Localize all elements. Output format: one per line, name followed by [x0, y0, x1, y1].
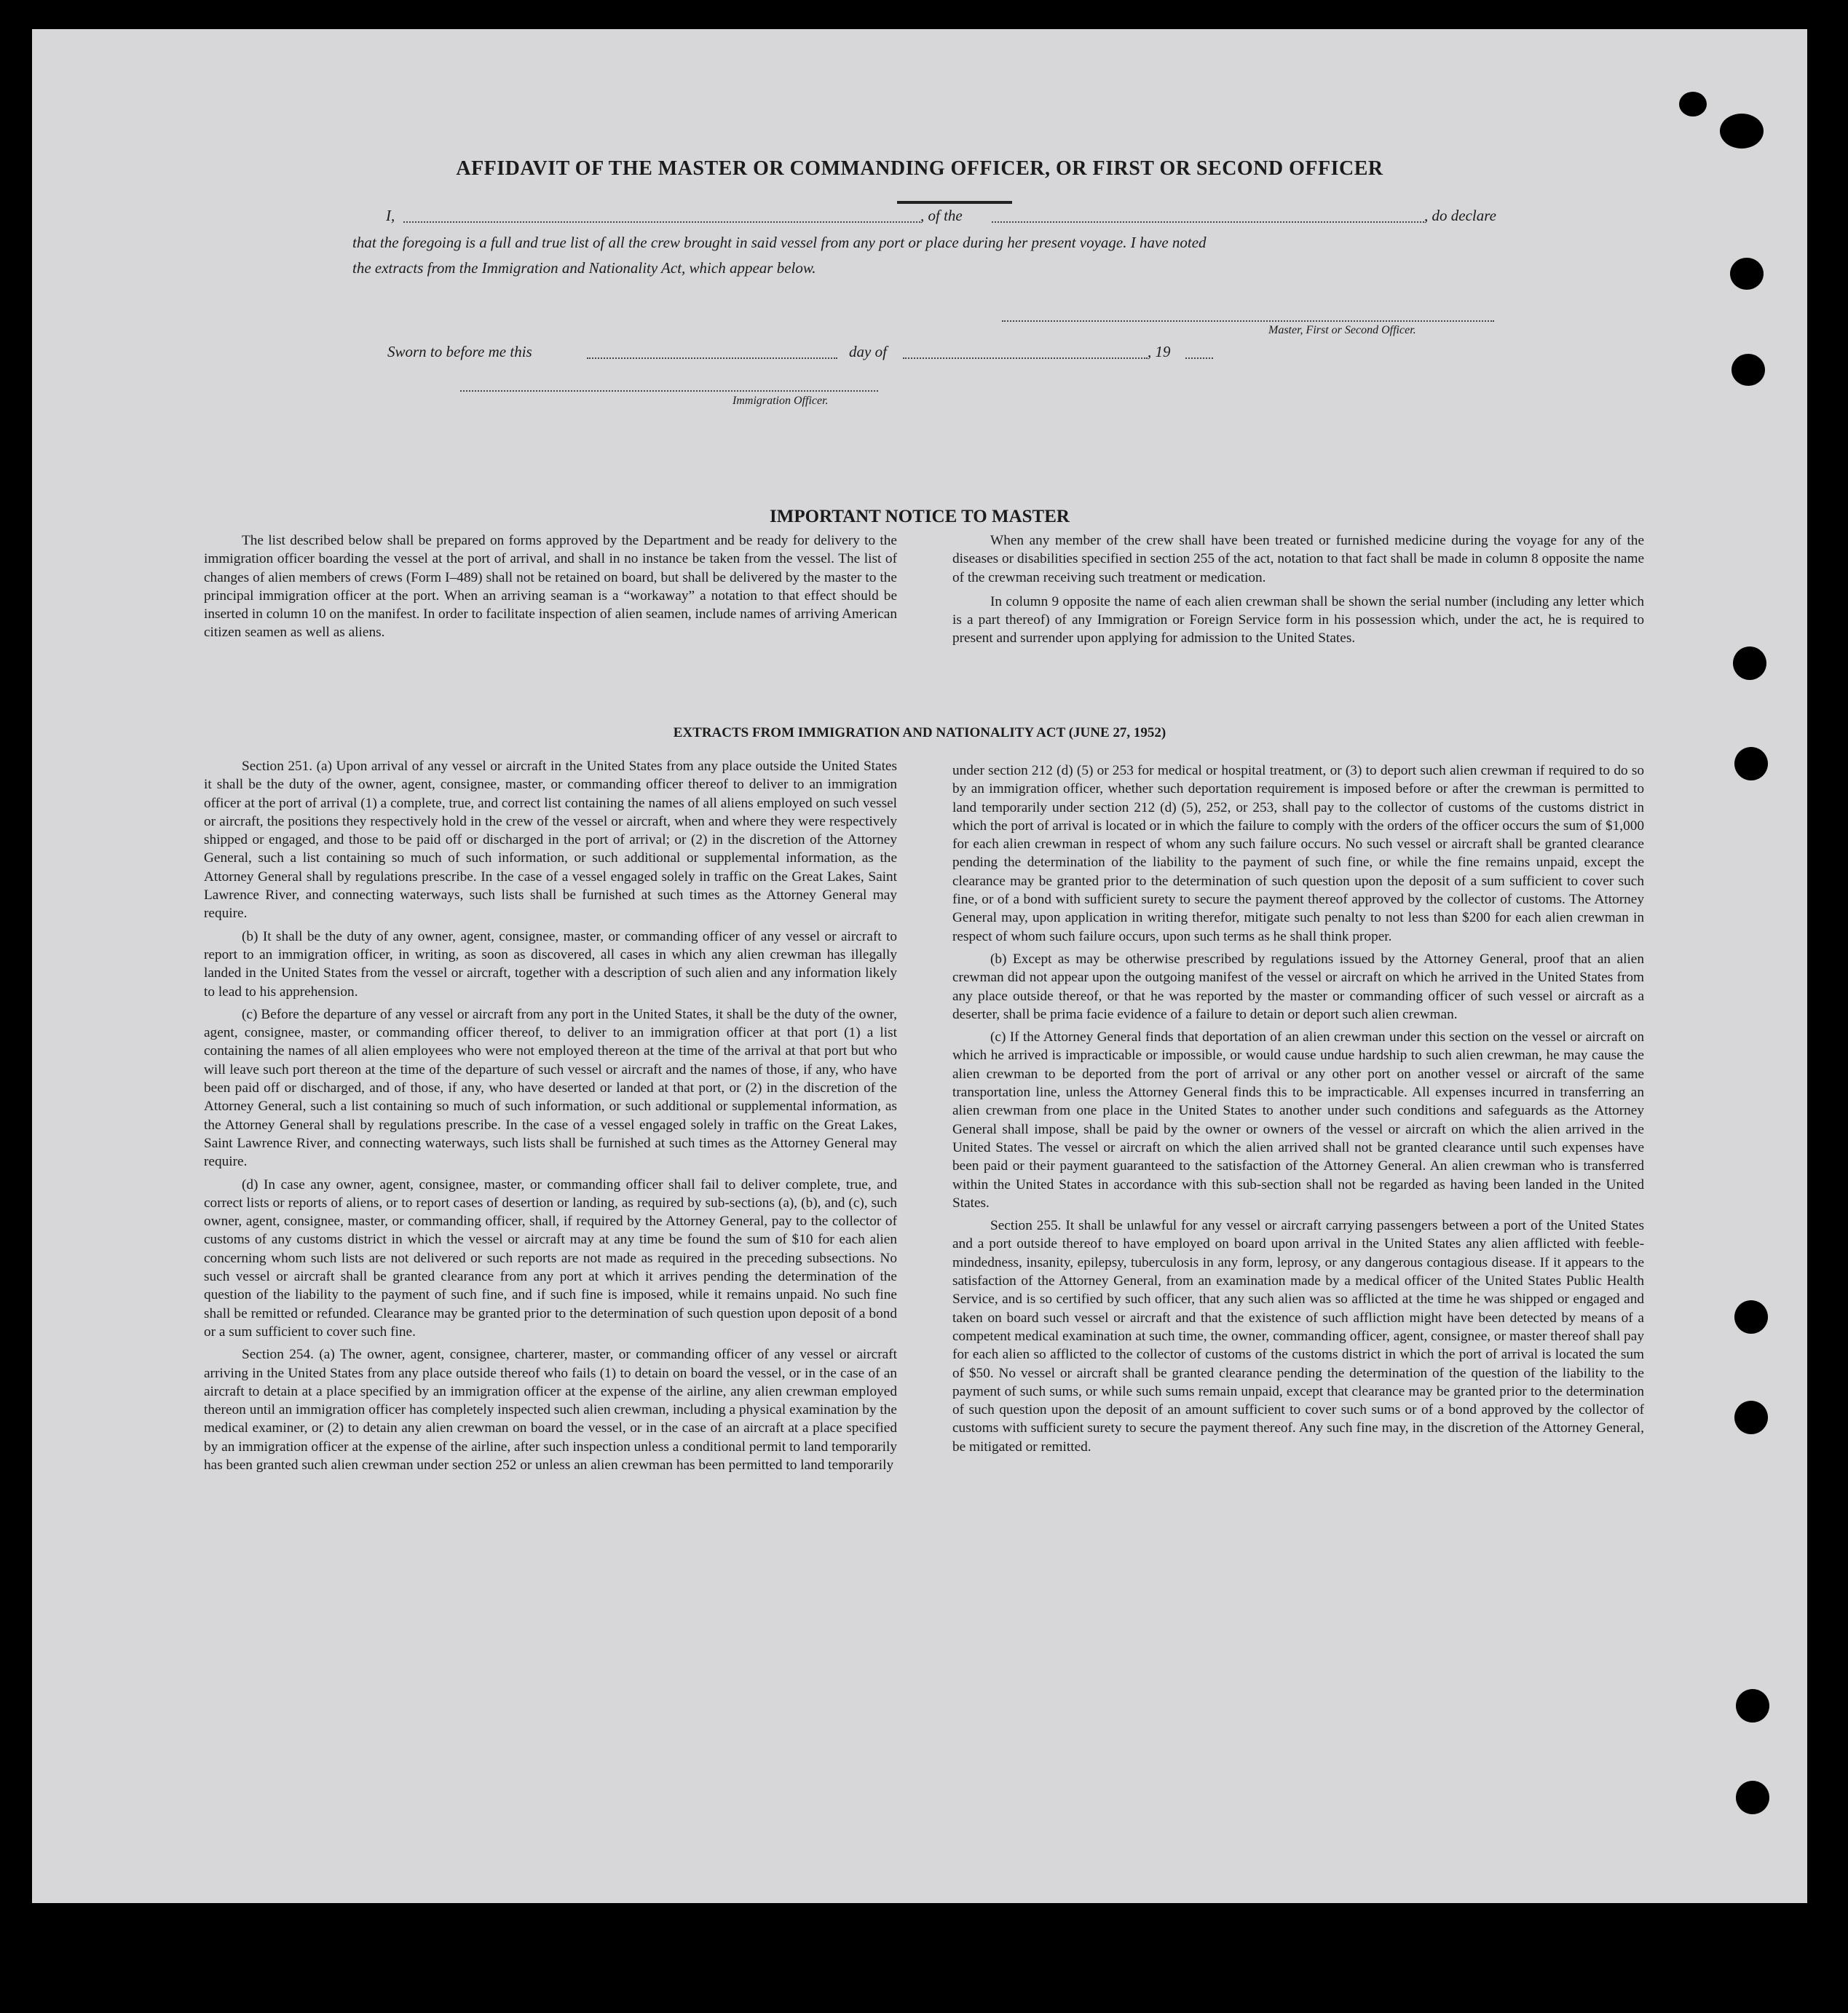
sworn-year-field[interactable] [1185, 357, 1213, 359]
affidavit-declare-label: , do declare [1424, 207, 1496, 224]
affidavit-i-label: I, [386, 207, 395, 224]
punch-hole [1734, 747, 1768, 780]
vessel-field[interactable] [992, 221, 1424, 223]
section-254-a: Section 254. (a) The owner, agent, consignee, charterer, master, or commanding officer of any vessel or aircraft arriving in the United States from any place outside thereof who fails (1) to detain on board the vessel, or in the case of an aircraft to detain at a place specified by an immigration officer at the expense of the airline, any alien crewman employed thereon until an immigration officer has completely inspected such alien crewman, including a physical examination by the medical examiner, or (2) to detain any alien crewman on board the vessel, or in the case of an aircraft at a place specified by an immigration officer at the expense of the airline, after such inspection unless a conditional permit to land temporarily has been granted such alien crewman under section 252 or unless an alien crewman has been permitted to land temporarily [204, 1347, 897, 1473]
punch-hole [1679, 92, 1707, 116]
officer-signature-caption: Immigration Officer. [733, 395, 829, 407]
title-rule [897, 201, 1012, 204]
officer-signature-field[interactable] [460, 390, 878, 392]
extracts-title: EXTRACTS FROM IMMIGRATION AND NATIONALITY ACT (JUNE 27, 1952) [673, 725, 1166, 740]
section-251-c: (c) Before the departure of any vessel or aircraft from any port in the United States, it shall be the duty of the owner, agent, consignee, master, or commanding officer thereof, to deliver to an immigration officer at that port (1) a list containing the names of all alien employees who were not employed thereon at the time of the arrival at that port but who will leave such port thereon at the time of the departure of such vessel or aircraft and the names of those, if any, who have been paid off or discharged, and of those, if any, who have deserted or landed at that port, or (2) in the discretion of the Attorney General, such a list containing so much of such information, or such additional or supplemental information, as the Attorney General shall by regulations prescribe. In the case of a vessel engaged solely in traffic on the Great Lakes, Saint Lawrence River, and connecting waterways, such lists shall be furnished at such times as the Attorney General may require. [204, 1006, 897, 1170]
extracts-left-column [204, 757, 897, 1479]
punch-hole [1734, 1300, 1768, 1334]
affidavit-statement-line2: that the foregoing is a full and true list of all the crew brought in said vessel from any port or place during her present voyage. I have noted [352, 234, 1207, 251]
punch-hole [1736, 1781, 1769, 1814]
punch-hole [1736, 1689, 1769, 1723]
punch-hole [1733, 646, 1766, 680]
section-254-c: (c) If the Attorney General finds that deportation of an alien crewman under this section on the vessel or aircraft on which he arrived is impracticable or impossible, or would cause undue hardship to such alien crewman, he may cause the alien crewman to be deported from the port of arrival or any other port on another vessel or aircraft of the same transportation line, unless the Attorney General finds this to be impracticable. All expenses incurred in transferring an alien crewman from one place in the United States to another under such conditions and safeguards as the Attorney General shall impose, shall be paid by the owner or owners of the vessel or aircraft on which the alien arrived in the United States. The vessel or aircraft on which the alien arrived shall not be granted clearance until such expenses have been paid or their payment guaranteed to the satisfaction of the Attorney General. An alien crewman who is transferred within the United States in accordance with this sub-section shall not be regarded as having been landed in the United States. [952, 1029, 1644, 1211]
section-254-a-continued: under section 212 (d) (5) or 253 for medical or hospital treatment, or (3) to deport such alien crewman if required to do so by an immigration officer, whether such deportation requirement is imposed before or after the crewman is permitted to land temporarily under section 212 (d) (5), 252, or 253, shall pay to the collector of customs of the customs district in which the port of arrival is located or in which the failure to comply with the orders of the officer occurs the sum of $1,000 for each alien crewman in respect of whom any such failure occurs. No such vessel or aircraft shall be granted clearance pending the determination of the liability to the payment of such fine, or while the fine remains unpaid, except the clearance may be granted prior to the determination of such question upon the deposit of a sum sufficient to cover such fine, or of a bond with sufficient surety to secure the payment thereof approved by the collector of customs. The Attorney General may, upon application in writing therefor, mitigate such penalty to not less than $200 for each alien crewman in respect of whom such failure occurs, upon such terms as he shall think proper. [952, 763, 1644, 944]
affidavit-title: AFFIDAVIT OF THE MASTER OR COMMANDING OFFICER, OR FIRST OR SECOND OFFICER [456, 157, 1383, 180]
master-signature-field[interactable] [1002, 320, 1494, 322]
document-page [32, 29, 1807, 1903]
punch-hole [1734, 1401, 1768, 1434]
extracts-right-column [952, 762, 1644, 1460]
year-label: , 19 [1148, 343, 1171, 360]
sworn-month-field[interactable] [903, 357, 1148, 359]
name-field[interactable] [403, 221, 920, 223]
sworn-day-field[interactable] [587, 357, 837, 359]
notice-right-column [952, 531, 1644, 652]
notice-title: IMPORTANT NOTICE TO MASTER [770, 507, 1070, 526]
affidavit-statement-line3: the extracts from the Immigration and Nationality Act, which appear below. [352, 259, 816, 277]
punch-hole [1731, 354, 1765, 386]
affidavit-of-the-label: , of the [920, 207, 963, 224]
section-251-d: (d) In case any owner, agent, consignee, master, or commanding officer shall fail to deliver complete, true, and correct lists or reports of aliens, or to report cases of desertion or landing, as required by sub-sections (a), (b), and (c), such owner, agent, consignee, master, or commanding officer, shall, if required by the Attorney General, pay to the collector of customs of any customs district in which the vessel or aircraft may at any time be found the sum of $10 for each alien concerning whom such lists are not delivered or such reports are not made as required in the preceding subsections. No such vessel or aircraft shall be granted clearance from any port at which it arrives pending the determination of the question of the liability to the payment of such fine, and if such fine is imposed, while it remains unpaid. No such fine shall be remitted or refunded. Clearance may be granted prior to the determination of such question upon deposit of a bond or a sum sufficient to cover such fine. [204, 1176, 897, 1340]
section-251-a: Section 251. (a) Upon arrival of any vessel or aircraft in the United States from any place outside the United States it shall be the duty of the owner, agent, consignee, master, or commanding officer thereof to deliver to an immigration officer at the port of arrival (1) a complete, true, and correct list containing the names of all aliens employed on such vessel or aircraft, the positions they respectively hold in the crew of the vessel or aircraft, when and where they were respectively shipped or engaged, and those to be paid off or discharged in the port of arrival; or (2) in the discretion of the Attorney General, such a list containing so much of such information, or such additional or supplemental information, as the Attorney General shall by regulations prescribe. In the case of a vessel engaged solely in traffic on the Great Lakes, Saint Lawrence River, and connecting waterways, such lists shall be furnished at such times as the Attorney General may require. [204, 759, 897, 922]
sworn-label: Sworn to before me this [387, 343, 532, 360]
day-of-label: day of [849, 343, 887, 360]
notice-right-paragraph-2: In column 9 opposite the name of each alien crewman shall be shown the serial number (including any letter which is a part thereof) of any Immigration or Foreign Service form in his possession which, under the act, he is required to present and surrender upon applying for admission to the United States. [952, 593, 1644, 646]
master-signature-caption: Master, First or Second Officer. [1268, 324, 1416, 336]
notice-right-paragraph-1: When any member of the crew shall have been treated or furnished medicine during the voyage for any of the diseases or disabilities specified in section 255 of the act, notation to that fact shall be made in column 8 opposite the name of the crewman receiving such treatment or medication. [952, 533, 1644, 585]
section-254-b: (b) Except as may be otherwise prescribed by regulations issued by the Attorney General, proof that an alien crewman did not appear upon the outgoing manifest of the vessel or aircraft on which he arrived in the United States from any place outside thereof, or that he was reported by the master or commanding officer of such vessel or aircraft as a deserter, shall be prima facie evidence of a failure to detain or deport such alien crewman. [952, 951, 1644, 1022]
section-251-b: (b) It shall be the duty of any owner, agent, consignee, master, or commanding officer of any vessel or aircraft to report to an immigration officer, in writing, as soon as discovered, all cases in which any alien crewman has illegally landed in the United States from the vessel or aircraft, together with a description of such alien and any information likely to lead to his apprehension. [204, 928, 897, 1000]
notice-left-paragraph: The list described below shall be prepared on forms approved by the Department and be ready for delivery to the immigration officer boarding the vessel at the port of arrival, and shall in no instance be taken from the vessel. The list of changes of alien members of crews (Form I–489) shall not be retained on board, but shall be delivered by the master to the principal immigration officer at the port. When an arriving seaman is a “workaway” a notation to that effect should be inserted in column 10 on the manifest. In order to facilitate inspection of alien seamen, include names of arriving American citizen seamen as well as aliens. [204, 533, 897, 641]
punch-hole [1720, 114, 1764, 149]
notice-left-column [204, 531, 897, 646]
punch-hole [1730, 258, 1764, 290]
section-255: Section 255. It shall be unlawful for any vessel or aircraft carrying passengers between a port of the United States and a port outside thereof to have employed on board upon arrival in the United States any alien afflicted with feeble-mindedness, insanity, epilepsy, tuberculosis in any form, leprosy, or any dangerous contagious disease. If it appears to the satisfaction of the Attorney General, from an examination made by a medical officer of the United States Public Health Service, and is so certified by such officer, that any such alien was so afflicted at the time he was shipped or engaged and taken on board such vessel or aircraft and that the existence of such affliction might have been detected by means of a competent medical examination at such time, the owner, commanding officer, agent, consignee, or master thereof shall pay for each alien so afflicted to the collector of customs of the customs district in which the port of arrival is located the sum of $50. No vessel or aircraft shall be granted clearance pending the determination of the question of the liability to the payment of such sums, or while such sums remain unpaid, except that clearance may be granted prior to the determination of such question upon the deposit of an amount sufficient to cover such sums or of a bond approved by the collector of customs with sufficient surety to secure the payment thereof. Any such fine may, in the discretion of the Attorney General, be mitigated or remitted. [952, 1218, 1644, 1455]
